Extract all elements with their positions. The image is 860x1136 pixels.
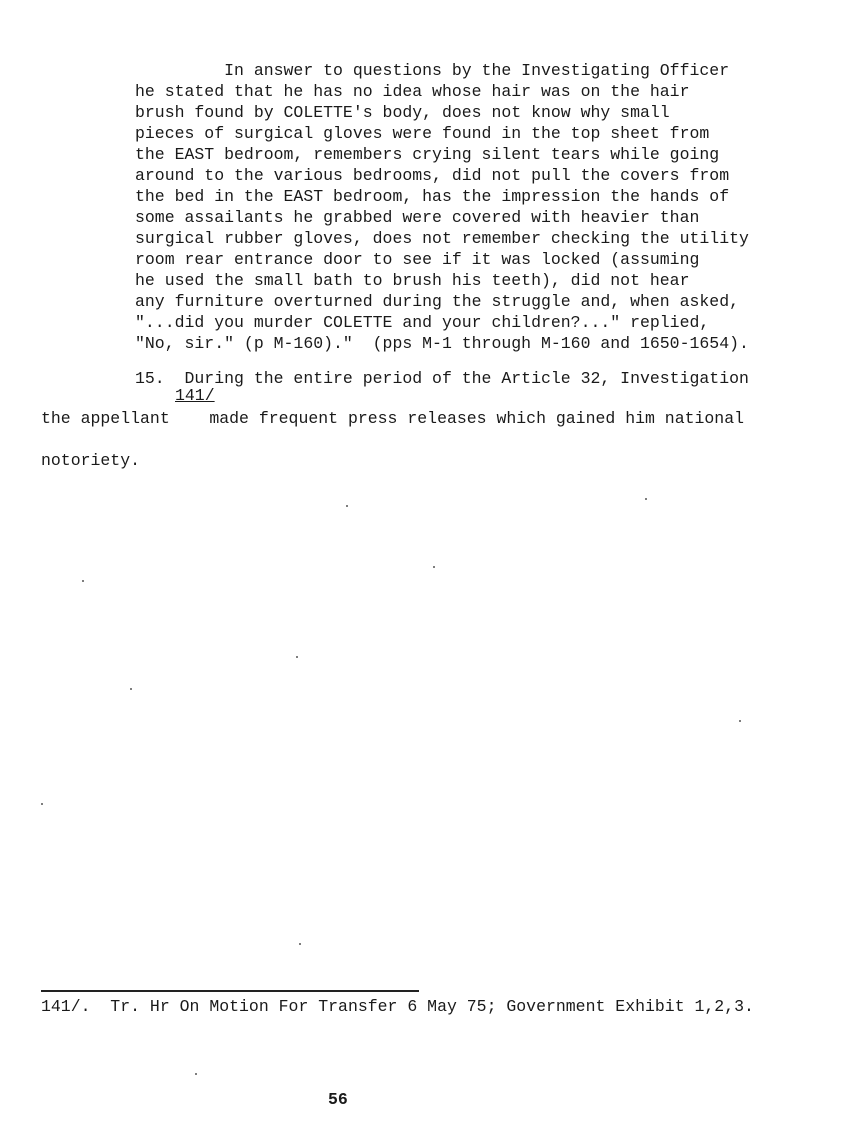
paragraph-line: room rear entrance door to see if it was locked (assuming [135, 250, 700, 269]
scan-speck [296, 656, 298, 658]
paragraph-line: notoriety. [41, 451, 141, 470]
paragraph-line: the EAST bedroom, remembers crying silent tears while going [135, 145, 720, 164]
paragraph-line: In answer to questions by the Investigating Officer [135, 61, 730, 80]
footnote-text: 141/. Tr. Hr On Motion For Transfer 6 May 75; Government Exhibit 1,2,3. [41, 997, 754, 1016]
scan-speck [195, 1073, 197, 1075]
footnote-divider [41, 990, 419, 992]
footnote-reference-marker: 141/ [175, 386, 215, 405]
scan-speck [130, 688, 132, 690]
scan-speck [433, 566, 435, 568]
paragraph-line: 15. During the entire period of the Article 32, Investigation [135, 369, 749, 388]
paragraph-line: he stated that he has no idea whose hair was on the hair [135, 82, 690, 101]
paragraph-line: "No, sir." (p M-160)." (pps M-1 through M-160 and 1650-1654). [135, 334, 749, 353]
paragraph-line: the bed in the EAST bedroom, has the impression the hands of [135, 187, 730, 206]
paragraph-line: around to the various bedrooms, did not pull the covers from [135, 166, 730, 185]
paragraph-line: he used the small bath to brush his teeth), did not hear [135, 271, 690, 290]
scan-speck [82, 580, 84, 582]
scan-speck [41, 803, 43, 805]
paragraph-line: pieces of surgical gloves were found in the top sheet from [135, 124, 710, 143]
paragraph-line: brush found by COLETTE's body, does not know why small [135, 103, 670, 122]
scan-speck [346, 505, 348, 507]
paragraph-line: surgical rubber gloves, does not remember checking the utility [135, 229, 749, 248]
scan-speck [299, 943, 301, 945]
paragraph-line: any furniture overturned during the struggle and, when asked, [135, 292, 739, 311]
scan-speck [739, 720, 741, 722]
page-number: 56 [328, 1090, 348, 1109]
paragraph-line: "...did you murder COLETTE and your children?..." replied, [135, 313, 710, 332]
scan-speck [645, 498, 647, 500]
paragraph-line: the appellant made frequent press releases which gained him national [41, 409, 745, 428]
paragraph-line: some assailants he grabbed were covered with heavier than [135, 208, 700, 227]
